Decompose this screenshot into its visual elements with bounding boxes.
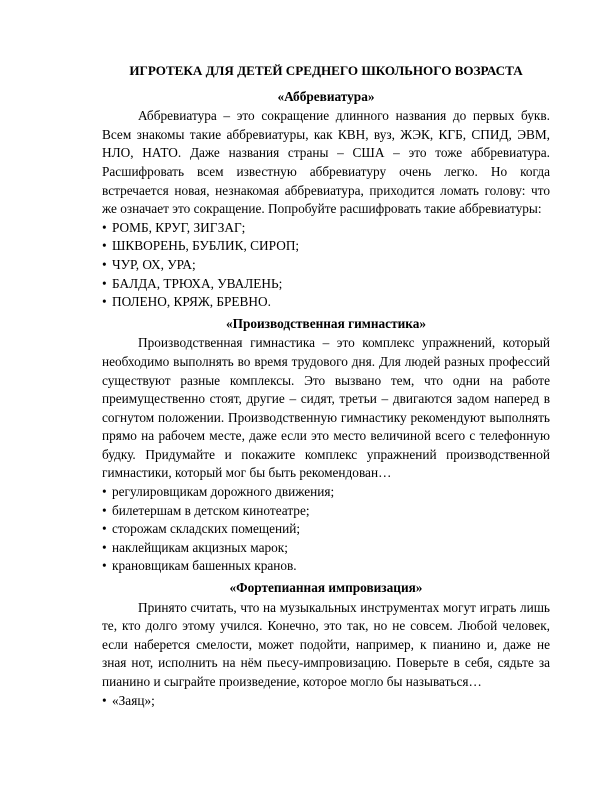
document-title: ИГРОТЕКА ДЛЯ ДЕТЕЙ СРЕДНЕГО ШКОЛЬНОГО ВОЗРАСТА: [129, 63, 523, 78]
bullet-list-gymnastics: [102, 483, 550, 576]
list-item: [102, 483, 550, 502]
bullet-icon: •: [102, 256, 107, 272]
list-item: [102, 520, 550, 539]
bullet-list-piano: [102, 692, 550, 711]
bullet-icon: •: [102, 275, 107, 291]
bullet-icon: •: [102, 692, 107, 708]
bullet-icon: •: [102, 521, 107, 537]
list-item-text: ШКВОРЕНЬ, БУБЛИК, СИРОП;: [112, 238, 300, 254]
section-paragraph-abbreviation: Аббревиатура – это сокращение длинного названия до первых букв. Всем знакомы такие аббревиатуры, как КВН, вуз, ЖЭК, КГБ, СПИД, ЭВМ, НЛО, НАТО. Даже названия страны – США – это тоже аббревиатура. Расшифровать всем известную аббревиатуру очень легко. Но когда встречается новая, незнакомая аббревиатура, приходится ломать голову: что же означает это сокращение. Попробуйте расшифровать такие аббревиатуры:: [102, 108, 550, 217]
bullet-list-abbreviation: [102, 219, 550, 312]
list-item: [102, 557, 550, 576]
list-item-text: ЧУР, ОХ, УРА;: [112, 256, 196, 272]
list-item-text: ПОЛЕНО, КРЯЖ, БРЕВНО.: [112, 294, 271, 310]
list-item: [102, 219, 550, 238]
list-item-text: наклейщикам акцизных марок;: [112, 539, 288, 555]
list-item: [102, 237, 550, 256]
section-heading-gymnastics: «Производственная гимнастика»: [225, 315, 427, 331]
section-paragraph-piano: Принято считать, что на музыкальных инструментах могут играть лишь те, кто долго этому учился. Конечно, это так, но не совсем. Любой человек, если наберется смелости, может подойти, например, к пианино и, даже не зная нот, исполнить на нём пьесу-импровизацию. Поверьте в себя, сядьте за пианино и сыграйте произведение, которое могло бы называться…: [102, 599, 550, 689]
bullet-icon: •: [102, 238, 107, 254]
list-item: [102, 539, 550, 558]
list-item-text: сторожам складских помещений;: [112, 521, 301, 537]
bullet-icon: •: [102, 484, 107, 500]
list-item: [102, 293, 550, 312]
list-item: [102, 256, 550, 275]
bullet-icon: •: [102, 294, 107, 310]
list-item: [102, 275, 550, 294]
list-item-text: БАЛДА, ТРЮХА, УВАЛЕНЬ;: [112, 275, 283, 291]
list-item-text: регулировщикам дорожного движения;: [112, 484, 335, 500]
section-paragraph-gymnastics: Производственная гимнастика – это комплекс упражнений, который необходимо выполнять во время трудового дня. Для людей разных профессий существуют разные комплексы. Это вызвано тем, что одни на работе преимущественно стоят, другие – сидят, третьи – двигаются задом наперед в согнутом положении. Производственную гимнастику рекомендуют выполнять прямо на рабочем месте, даже если это место величиной всего с телефонную будку. Придумайте и покажите комплекс упражнений производственной гимнастики, который мог бы быть рекомендован…: [102, 335, 550, 481]
document-content: [102, 62, 550, 710]
section-heading-abbreviation: «Аббревиатура»: [277, 88, 375, 104]
bullet-icon: •: [102, 502, 107, 518]
list-item-text: «Заяц»;: [112, 692, 155, 708]
list-item: [102, 692, 550, 711]
list-item-text: РОМБ, КРУГ, ЗИГЗАГ;: [112, 219, 246, 235]
bullet-icon: •: [102, 219, 107, 235]
bullet-icon: •: [102, 539, 107, 555]
section-heading-piano: «Фортепианная импровизация»: [229, 580, 423, 596]
bullet-icon: •: [102, 558, 107, 574]
list-item-text: билетершам в детском кинотеатре;: [112, 502, 310, 518]
list-item-text: крановщикам башенных кранов.: [112, 558, 297, 574]
list-item: [102, 502, 550, 521]
